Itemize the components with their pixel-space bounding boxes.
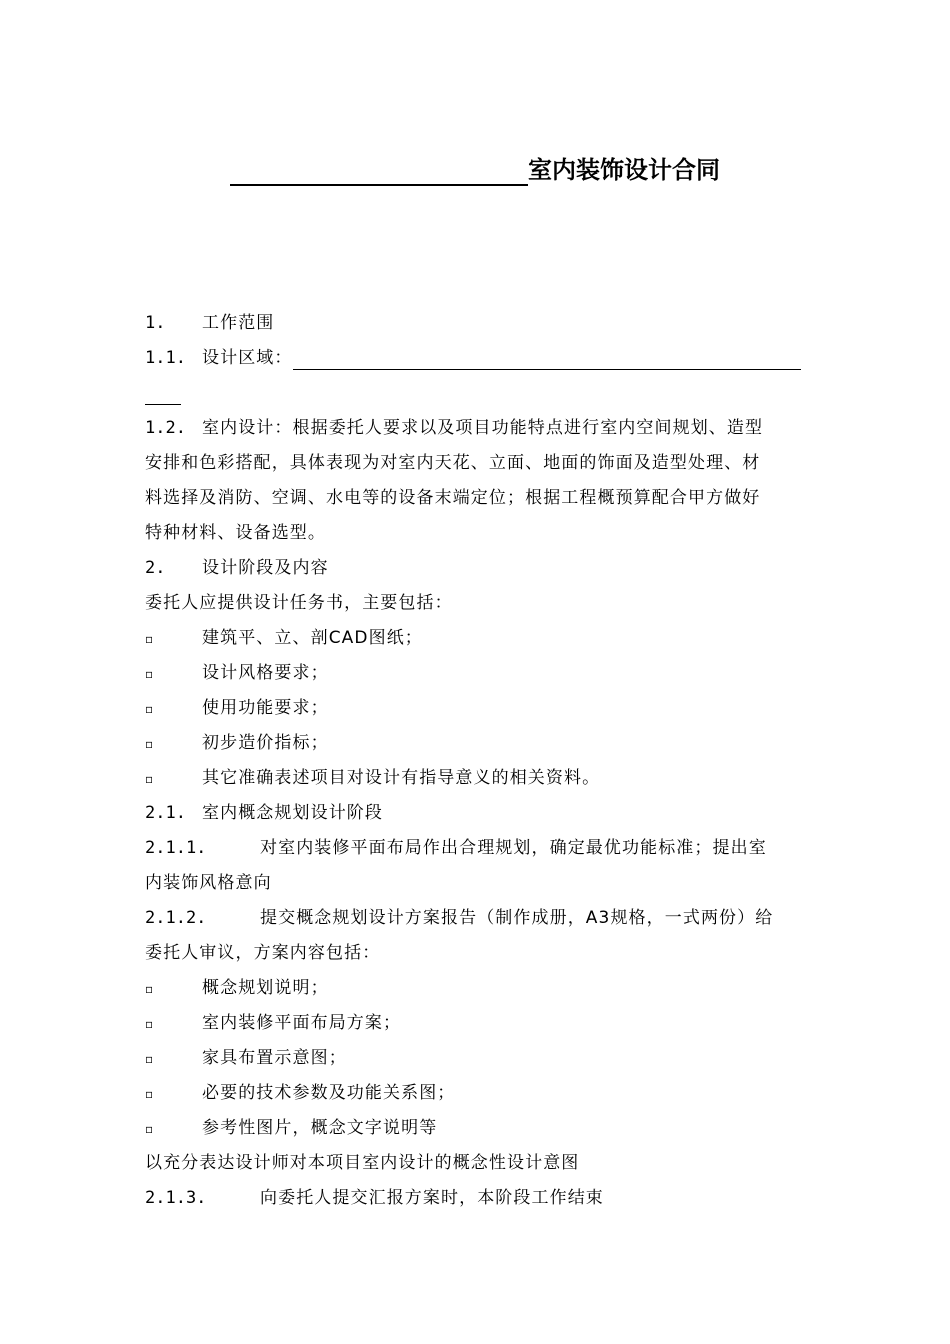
- list-item-text: 其它准确表述项目对设计有指导意义的相关资料。: [202, 768, 601, 788]
- section-title: 设计阶段及内容: [202, 558, 329, 578]
- clause-number: 1.2.: [145, 418, 186, 438]
- list-item-text: 建筑平、立、剖CAD图纸；: [202, 628, 423, 648]
- bullet-icon: ▫: [145, 1017, 155, 1031]
- list-item: [145, 726, 805, 761]
- paragraph-text: 提交概念规划设计方案报告（制作成册，A3规格，一式两份）给: [260, 908, 774, 928]
- bullet-icon: ▫: [145, 982, 155, 996]
- list-item-text: 家具布置示意图；: [202, 1048, 347, 1068]
- section-number: 2.: [145, 558, 166, 578]
- paragraph-text: 特种材料、设备选型。: [145, 523, 326, 543]
- subsection-heading: [145, 796, 805, 831]
- paragraph-text: 料选择及消防、空调、水电等的设备末端定位；根据工程概预算配合甲方做好: [145, 488, 761, 508]
- subsection-title: 室内概念规划设计阶段: [202, 803, 383, 823]
- list-item-text: 使用功能要求；: [202, 698, 329, 718]
- list-item: [145, 971, 805, 1006]
- bullet-icon: ▫: [145, 702, 155, 716]
- clause-number: 2.1.2.: [145, 908, 207, 928]
- section-heading: [145, 551, 805, 586]
- document-body: [145, 306, 805, 1216]
- list-item-text: 必要的技术参数及功能关系图；: [202, 1083, 456, 1103]
- paragraph-line: [145, 481, 805, 516]
- paragraph-line: [145, 866, 805, 901]
- bullet-icon: ▫: [145, 1052, 155, 1066]
- clause-number: 2.1.1.: [145, 838, 207, 858]
- paragraph-text: 以充分表达设计师对本项目室内设计的概念性设计意图: [145, 1153, 580, 1173]
- clause-number: 2.1.3.: [145, 1188, 207, 1208]
- paragraph-text: 向委托人提交汇报方案时，本阶段工作结束: [260, 1188, 604, 1208]
- paragraph-line: [145, 936, 805, 971]
- list-item-text: 设计风格要求；: [202, 663, 329, 683]
- list-item: [145, 656, 805, 691]
- paragraph-text: 委托人应提供设计任务书，主要包括：: [145, 593, 453, 613]
- list-item: [145, 1076, 805, 1111]
- design-area-blank-cont[interactable]: [145, 380, 181, 405]
- bullet-icon: ▫: [145, 632, 155, 646]
- bullet-icon: ▫: [145, 772, 155, 786]
- design-area-blank[interactable]: [293, 345, 801, 370]
- clause-number: 1.1.: [145, 348, 186, 368]
- paragraph-text: 对室内装修平面布局作出合理规划，确定最优功能标准；提出室: [260, 838, 767, 858]
- bullet-icon: ▫: [145, 1122, 155, 1136]
- title-text: 室内装饰设计合同: [528, 156, 720, 184]
- paragraph-line: [145, 586, 805, 621]
- list-item: [145, 1111, 805, 1146]
- paragraph-line: [145, 1181, 805, 1216]
- paragraph-line: [145, 1146, 805, 1181]
- paragraph-line: [145, 516, 805, 551]
- section-heading: [145, 306, 805, 341]
- paragraph-line: [145, 446, 805, 481]
- paragraph-line: [145, 411, 805, 446]
- clause-number: 2.1.: [145, 803, 186, 823]
- bullet-icon: ▫: [145, 737, 155, 751]
- paragraph-text: 室内设计：根据委托人要求以及项目功能特点进行室内空间规划、造型: [202, 418, 764, 438]
- list-item-text: 初步造价指标；: [202, 733, 329, 753]
- paragraph-text: 安排和色彩搭配，具体表现为对室内天花、立面、地面的饰面及造型处理、材: [145, 453, 761, 473]
- paragraph-text: 委托人审议，方案内容包括：: [145, 943, 381, 963]
- title-blank-line[interactable]: [230, 154, 528, 186]
- paragraph-text: 内装饰风格意向: [145, 873, 272, 893]
- list-item: [145, 691, 805, 726]
- list-item: [145, 1006, 805, 1041]
- paragraph-line: [145, 901, 805, 936]
- bullet-icon: ▫: [145, 1087, 155, 1101]
- list-item-text: 概念规划说明；: [202, 978, 329, 998]
- section-title: 工作范围: [202, 313, 275, 333]
- list-item-text: 参考性图片，概念文字说明等: [202, 1118, 438, 1138]
- clause-label: 设计区域：: [202, 348, 293, 368]
- section-number: 1.: [145, 313, 166, 333]
- clause-design-area: [145, 341, 805, 376]
- list-item: [145, 1041, 805, 1076]
- list-item: [145, 761, 805, 796]
- list-item-text: 室内装修平面布局方案；: [202, 1013, 402, 1033]
- document-title: [0, 150, 950, 190]
- list-item: [145, 621, 805, 656]
- bullet-icon: ▫: [145, 667, 155, 681]
- clause-design-area-cont: [145, 376, 805, 411]
- paragraph-line: [145, 831, 805, 866]
